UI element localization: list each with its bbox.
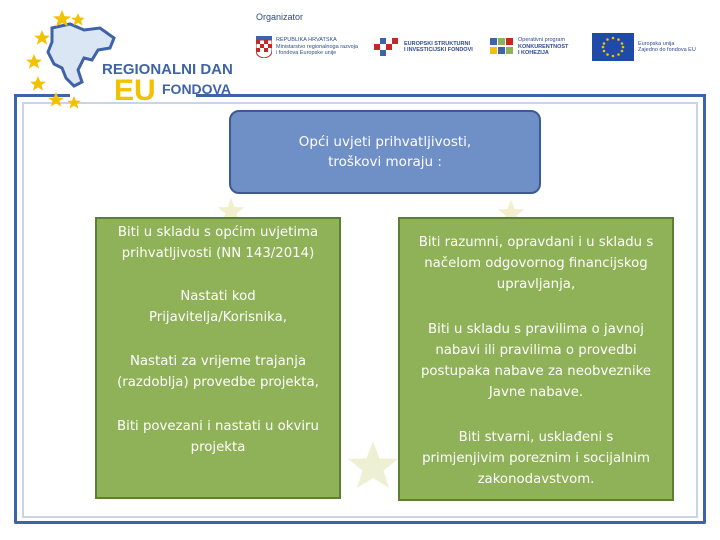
partner-line: Europska unija	[638, 40, 675, 47]
condition-item	[400, 319, 672, 403]
partner-line: KONKURENTNOST	[518, 43, 569, 50]
condition-line: nabavi ili pravilima o provedbi	[435, 343, 637, 358]
condition-line: postupaka nabave za neobveznike	[420, 364, 652, 379]
condition-item	[97, 222, 339, 264]
partner-line: Ministarstvo regionalnoga razvoja	[276, 43, 358, 50]
partner-ministry	[256, 30, 358, 64]
title-line: troškovi moraju :	[328, 154, 442, 170]
partner-op-kik	[490, 30, 568, 64]
croatia-map-stars-icon	[22, 8, 232, 118]
condition-line: (razdoblja) provedbe projekta,	[117, 375, 319, 390]
condition-line: upravljanja,	[496, 277, 576, 292]
event-logo	[22, 8, 232, 118]
partner-esif	[374, 30, 473, 64]
partner-esif-text	[404, 41, 473, 54]
logo-eu: EU	[114, 74, 156, 107]
condition-line: projekta	[190, 440, 246, 455]
partner-line: EUROPSKI STRUKTURNI	[404, 40, 471, 47]
eu-flag-icon	[592, 33, 634, 61]
condition-line: Javne nabave.	[488, 385, 584, 400]
condition-line: prihvatljivosti (NN 143/2014)	[121, 246, 315, 261]
condition-line: primjenjivim poreznim i socijalnim	[422, 451, 650, 466]
condition-line: Biti stvarni, usklađeni s	[458, 430, 614, 445]
title-text	[299, 132, 471, 172]
partner-line: I KOHEZIJA	[518, 50, 549, 57]
condition-line: zakonodavstvom.	[477, 472, 595, 487]
condition-line: Nastati za vrijeme trajanja	[129, 354, 307, 369]
partner-line: i fondova Europske unije	[276, 50, 337, 57]
condition-item	[400, 232, 672, 295]
organizer-label: Organizator	[256, 12, 304, 22]
partner-ministry-text	[276, 37, 358, 57]
esif-logo-icon	[374, 36, 400, 58]
title-line: Opći uvjeti prihvatljivosti,	[298, 134, 472, 150]
partner-line: I INVESTICIJSKI FONDOVI	[404, 47, 473, 53]
op-kik-logo-icon	[490, 36, 514, 58]
condition-line: načelom odgovornog financijskog	[424, 256, 648, 271]
condition-line: Biti razumni, opravdani i u skladu s	[418, 235, 654, 250]
condition-item	[97, 286, 339, 328]
croatian-coat-of-arms-icon	[256, 36, 272, 58]
left-conditions-box	[95, 217, 341, 499]
title-box	[229, 110, 541, 194]
condition-line: Biti u skladu s općim uvjetima	[117, 225, 319, 240]
condition-line: Biti u skladu s pravilima o javnoj	[428, 322, 644, 337]
frame-top-right-edge	[196, 94, 706, 97]
partner-line: Operativni program	[518, 37, 566, 44]
condition-item	[97, 416, 339, 458]
star-watermark-icon	[345, 438, 401, 494]
right-conditions-box	[398, 217, 674, 501]
logo-line2: FONDOVA	[162, 81, 231, 97]
logo-line1: REGIONALNI DANI	[102, 61, 232, 78]
partner-eu	[592, 30, 696, 64]
condition-line: Biti povezani i nastati u okviru	[117, 419, 319, 434]
condition-item	[97, 351, 339, 393]
condition-line: Prijavitelja/Korisnika,	[148, 310, 287, 325]
partner-line: REPUBLIKA HRVATSKA	[276, 37, 337, 44]
partner-eu-text	[638, 41, 696, 54]
partner-op-kik-text	[518, 37, 568, 57]
condition-line: Nastati kod	[180, 289, 256, 304]
condition-item	[400, 427, 672, 490]
partner-line: Zajedno do fondova EU	[638, 47, 696, 53]
